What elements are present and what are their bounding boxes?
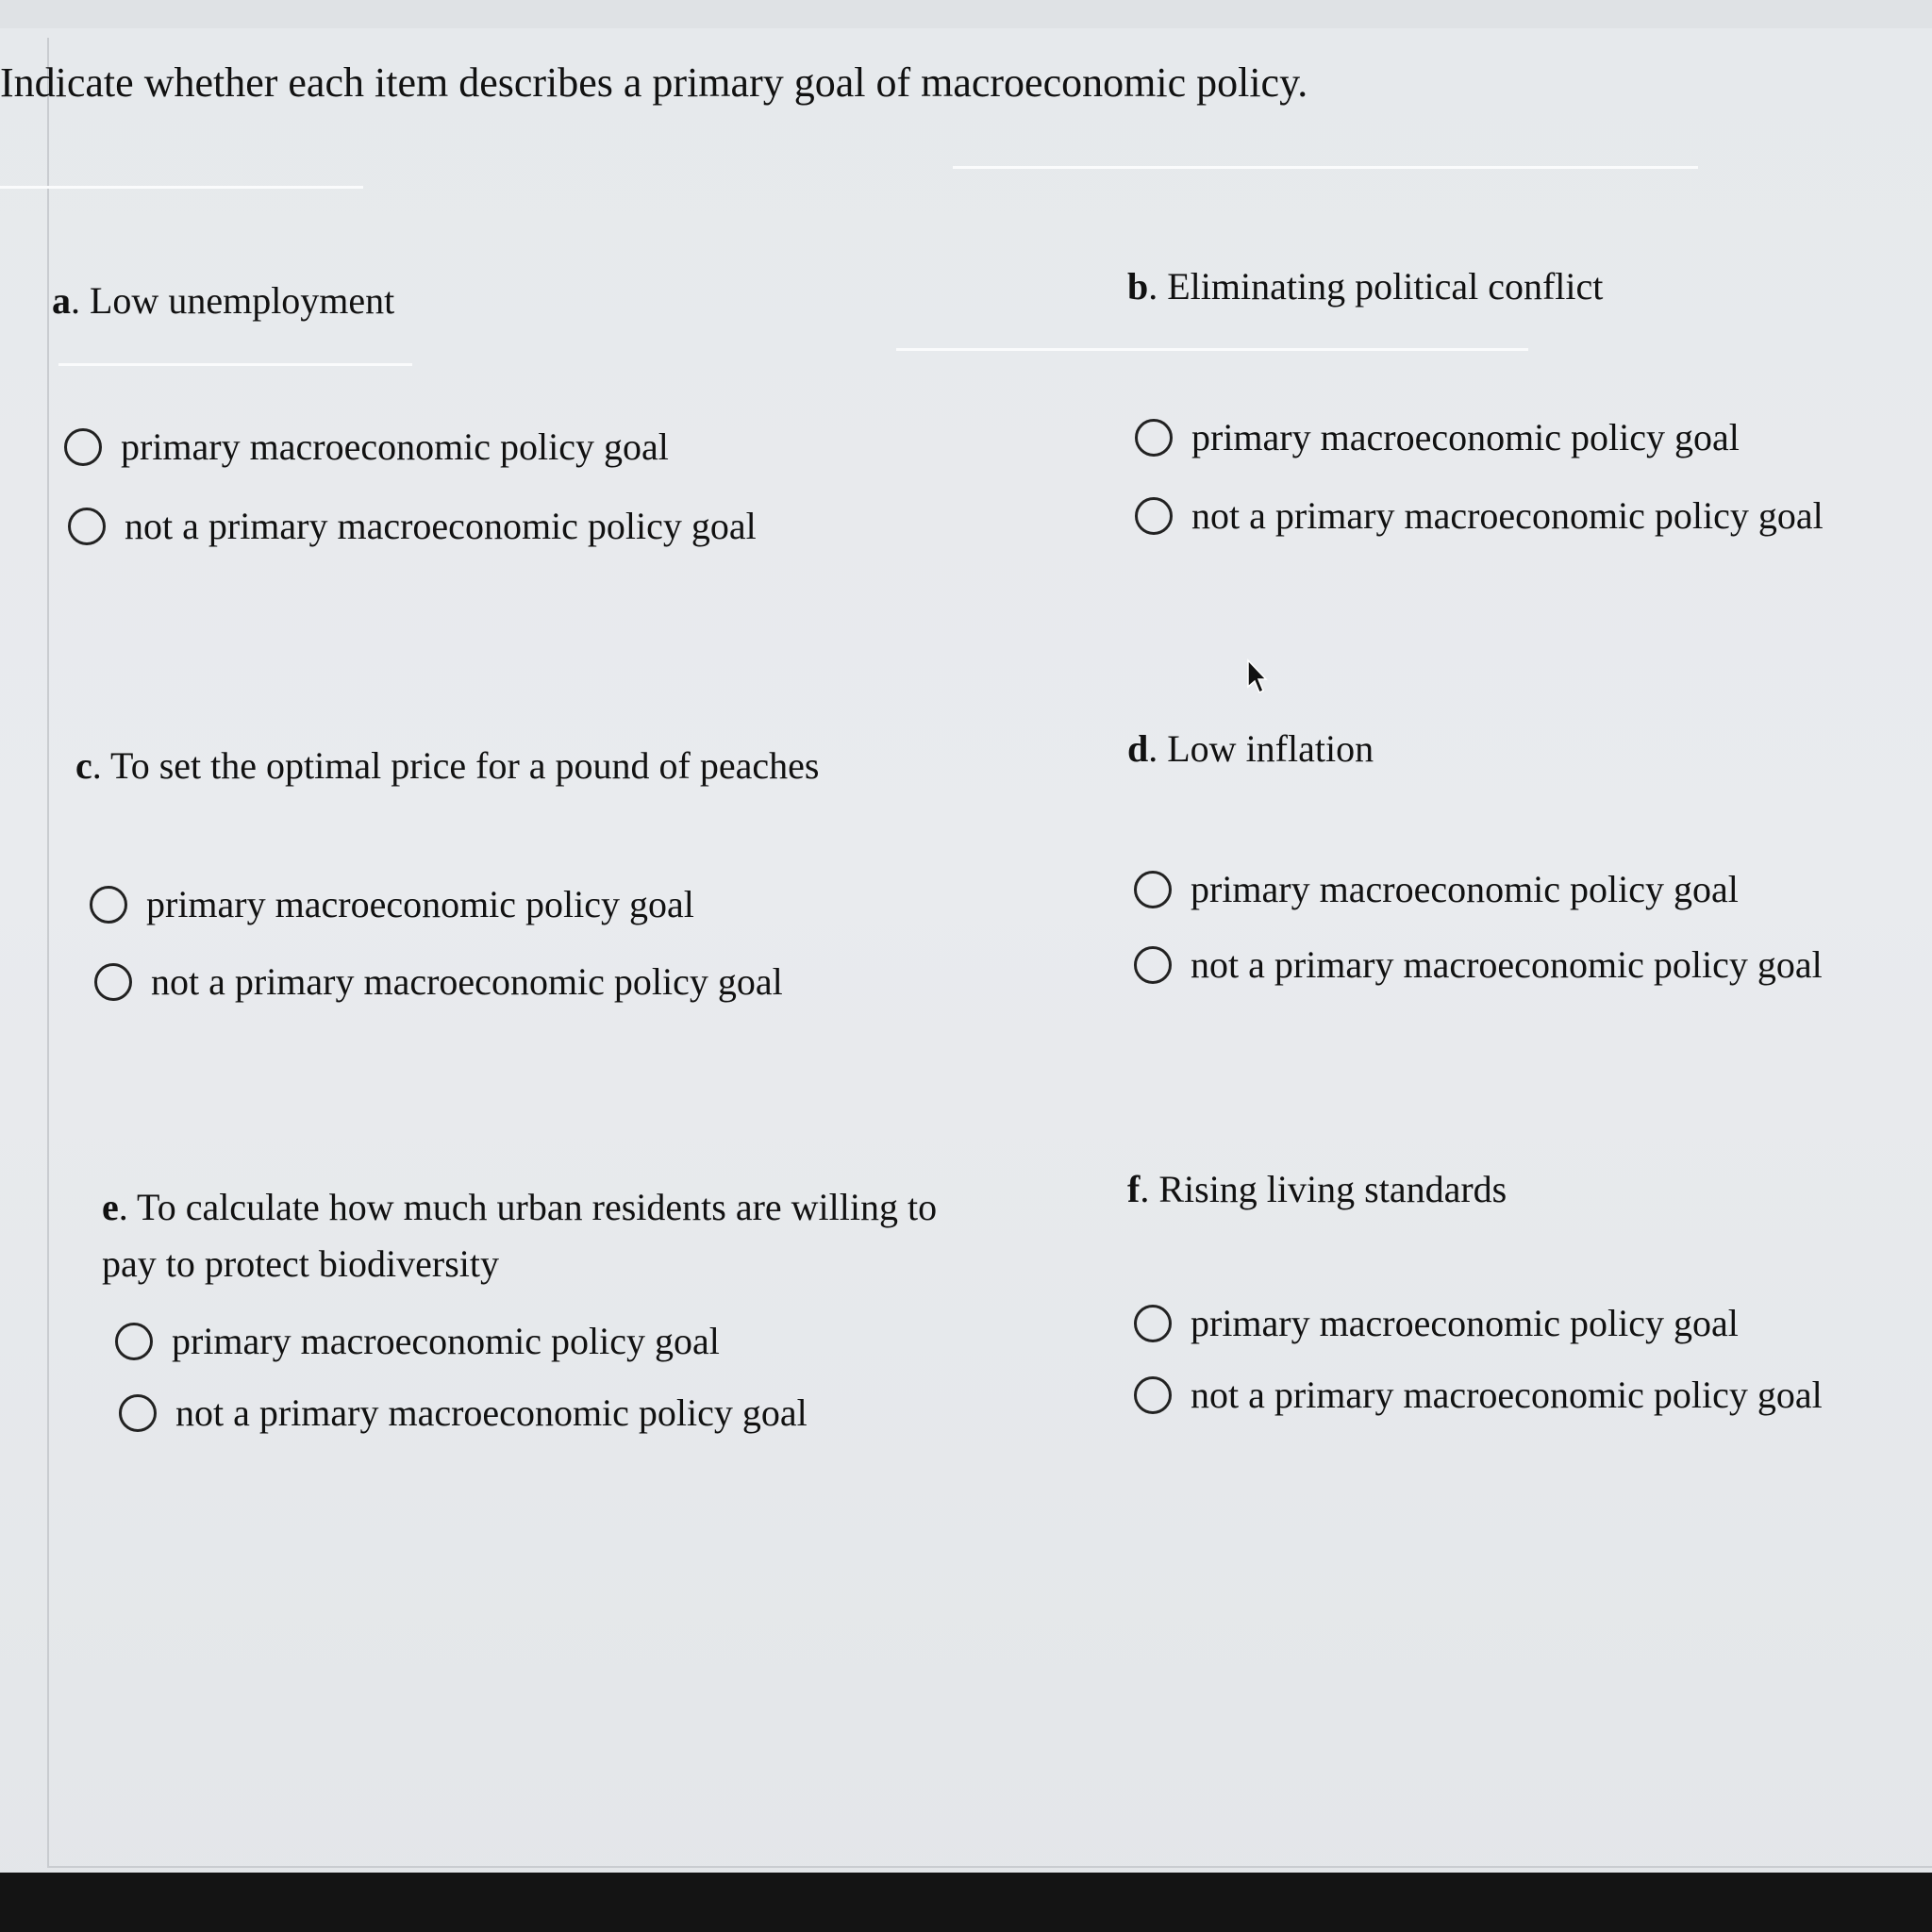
question-a-option-not-primary[interactable] (68, 504, 757, 548)
radio-button[interactable] (1134, 1305, 1172, 1342)
question-b-label: b. Eliminating political conflict (1127, 265, 1604, 308)
radio-button[interactable] (94, 963, 132, 1001)
radio-button[interactable] (68, 508, 106, 545)
question-f-option-not-primary[interactable] (1134, 1373, 1823, 1417)
question-f-option-primary[interactable] (1134, 1301, 1739, 1345)
radio-button[interactable] (1134, 946, 1172, 984)
option-label: not a primary macroeconomic policy goal (1191, 943, 1823, 986)
question-a-label: a. Low unemployment (52, 279, 395, 322)
option-label: primary macroeconomic policy goal (172, 1320, 720, 1362)
option-label: not a primary macroeconomic policy goal (175, 1391, 808, 1434)
radio-button[interactable] (1134, 1376, 1172, 1414)
option-label: primary macroeconomic policy goal (146, 883, 694, 925)
radio-button[interactable] (1135, 419, 1173, 457)
radio-button[interactable] (115, 1323, 153, 1360)
option-label: primary macroeconomic policy goal (121, 425, 669, 468)
divider-line (896, 348, 1528, 351)
instruction-text: Indicate whether each item describes a primary goal of macroeconomic policy. (0, 59, 1308, 106)
question-f-label: f. Rising living standards (1127, 1168, 1507, 1210)
radio-button[interactable] (1134, 871, 1172, 908)
radio-button[interactable] (119, 1394, 157, 1432)
option-label: primary macroeconomic policy goal (1191, 868, 1739, 910)
option-label: not a primary macroeconomic policy goal (1191, 494, 1824, 537)
divider-line (0, 186, 363, 189)
question-d-option-not-primary[interactable] (1134, 942, 1823, 987)
radio-button[interactable] (1135, 497, 1173, 535)
option-label: not a primary macroeconomic policy goal (1191, 1374, 1823, 1416)
radio-button[interactable] (90, 886, 127, 924)
bottom-bar (0, 1873, 1932, 1932)
question-c-label: c. To set the optimal price for a pound of peaches (75, 744, 820, 787)
question-b-option-primary[interactable] (1135, 415, 1740, 459)
question-c-option-not-primary[interactable] (94, 959, 783, 1004)
question-c-option-primary[interactable] (90, 882, 694, 926)
question-e-label: e. To calculate how much urban residents are willing to pay to protect biodiversity (102, 1186, 938, 1285)
option-label: not a primary macroeconomic policy goal (151, 960, 783, 1003)
question-e-option-primary[interactable] (115, 1319, 720, 1363)
question-d-label: d. Low inflation (1127, 727, 1374, 770)
question-a-option-primary[interactable] (64, 425, 669, 469)
question-e-option-not-primary[interactable] (119, 1391, 808, 1435)
radio-button[interactable] (64, 428, 102, 466)
mouse-cursor-icon (1245, 658, 1268, 696)
option-label: primary macroeconomic policy goal (1191, 416, 1740, 458)
question-d-option-primary[interactable] (1134, 867, 1739, 911)
top-band (0, 0, 1932, 28)
question-b-option-not-primary[interactable] (1135, 493, 1824, 538)
option-label: not a primary macroeconomic policy goal (125, 505, 757, 547)
option-label: primary macroeconomic policy goal (1191, 1302, 1739, 1344)
divider-line (58, 363, 412, 366)
divider-line (953, 166, 1698, 169)
